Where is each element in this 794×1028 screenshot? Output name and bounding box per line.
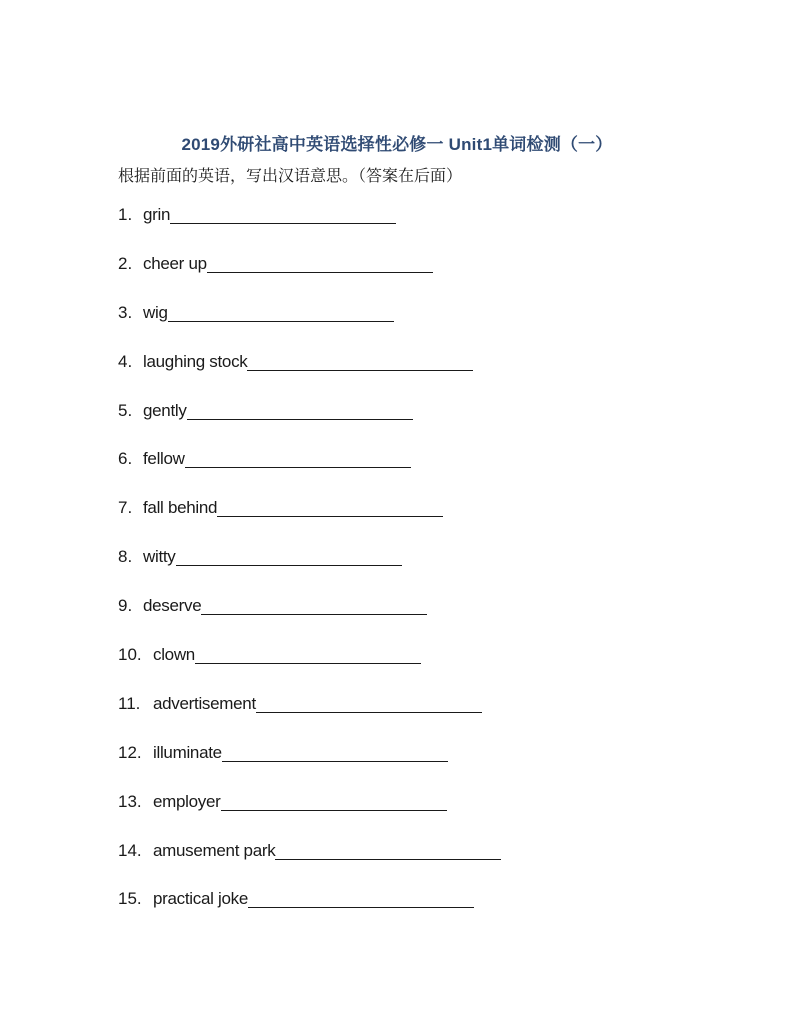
item-word: fall behind	[143, 498, 218, 518]
answer-blank[interactable]	[248, 889, 474, 908]
list-item	[118, 645, 501, 694]
list-item	[118, 596, 501, 645]
item-number: 4.	[118, 351, 133, 371]
item-number: 8.	[118, 547, 133, 567]
list-item	[118, 498, 501, 547]
answer-blank[interactable]	[176, 547, 402, 566]
list-item	[118, 547, 501, 596]
item-word: clown	[153, 645, 195, 665]
answer-blank[interactable]	[187, 401, 413, 420]
list-item	[118, 841, 501, 890]
answer-blank[interactable]	[185, 449, 411, 468]
item-number: 14.	[118, 840, 142, 860]
item-word: wig	[143, 302, 168, 322]
page-title: 2019外研社高中英语选择性必修一 Unit1单词检测（一）	[181, 135, 613, 154]
answer-blank[interactable]	[195, 645, 421, 664]
item-number: 2.	[118, 253, 133, 273]
item-word: laughing stock	[143, 351, 248, 371]
answer-blank[interactable]	[221, 792, 447, 811]
item-number: 10.	[118, 645, 142, 665]
answer-blank[interactable]	[247, 352, 473, 371]
instruction-text: 根据前面的英语，写出汉语意思。（答案在后面）	[118, 168, 463, 185]
answer-blank[interactable]	[256, 694, 482, 713]
list-item	[118, 743, 501, 792]
list-item	[118, 352, 501, 401]
item-number: 7.	[118, 498, 133, 518]
list-item	[118, 254, 501, 303]
answer-blank[interactable]	[170, 205, 396, 224]
answer-blank[interactable]	[201, 596, 427, 615]
list-item	[118, 303, 501, 352]
item-number: 1.	[118, 205, 133, 224]
item-word: deserve	[143, 596, 202, 616]
vocabulary-list	[118, 205, 501, 938]
item-word: employer	[153, 791, 221, 811]
list-item	[118, 889, 501, 938]
list-item	[118, 694, 501, 743]
item-word: illuminate	[153, 742, 222, 762]
item-number: 11.	[118, 693, 141, 713]
item-number: 13.	[118, 791, 142, 811]
list-item	[118, 792, 501, 841]
item-word: practical joke	[153, 889, 249, 909]
answer-blank[interactable]	[217, 498, 443, 517]
item-word: gently	[143, 400, 187, 420]
answer-blank[interactable]	[275, 841, 501, 860]
item-word: grin	[143, 205, 171, 224]
list-item	[118, 449, 501, 498]
item-number: 3.	[118, 302, 133, 322]
item-word: fellow	[143, 449, 185, 469]
item-number: 12.	[118, 742, 142, 762]
item-word: advertisement	[153, 693, 256, 713]
item-number: 15.	[118, 889, 142, 909]
item-number: 9.	[118, 596, 133, 616]
answer-blank[interactable]	[222, 743, 448, 762]
answer-blank[interactable]	[207, 254, 433, 273]
item-word: witty	[143, 547, 176, 567]
item-word: amusement park	[153, 840, 276, 860]
item-number: 5.	[118, 400, 133, 420]
item-number: 6.	[118, 449, 133, 469]
list-item	[118, 401, 501, 450]
answer-blank[interactable]	[168, 303, 394, 322]
item-word: cheer up	[143, 253, 207, 273]
list-item	[118, 205, 501, 254]
